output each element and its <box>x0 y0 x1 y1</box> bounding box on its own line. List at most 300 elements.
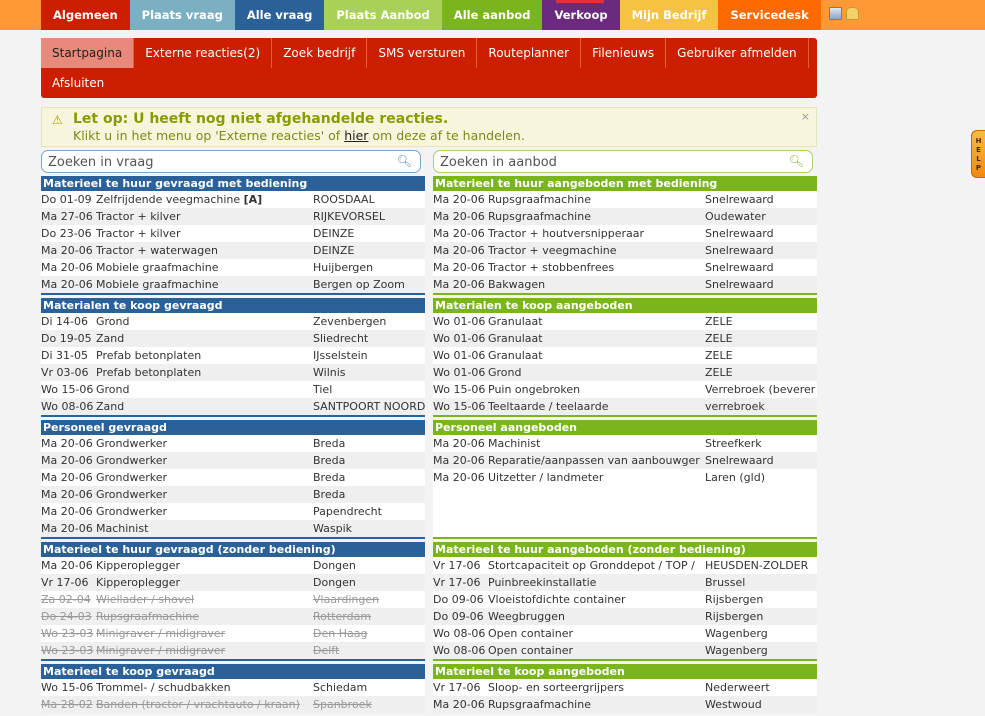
item-location: Snelrewaard <box>705 227 774 240</box>
item-location: Dongen <box>313 559 356 572</box>
item-description <box>96 347 313 364</box>
item-location: ZELE <box>705 315 733 328</box>
item-description <box>488 608 705 625</box>
item-location: Spanbroek <box>313 698 372 711</box>
item-date: Wo 01-06 <box>433 349 486 362</box>
submenu <box>41 38 817 98</box>
submenu-item-filenieuws[interactable]: Filenieuws <box>581 38 666 68</box>
section-materieel-te-koop-gevraagd <box>41 664 425 713</box>
item-location: Snelrewaard <box>705 193 774 206</box>
item-date: Wo 01-06 <box>433 315 486 328</box>
list-item[interactable] <box>433 469 817 486</box>
item-location: RIJKEVORSEL <box>313 210 385 223</box>
item-description <box>488 642 705 659</box>
alert-link-hier[interactable]: hier <box>344 128 369 143</box>
item-date: Vr 17-06 <box>41 576 89 589</box>
item-title: Kipperoplegger <box>96 559 181 572</box>
section-list <box>433 313 817 417</box>
item-title: Grond <box>96 383 130 396</box>
item-title: Teeltaarde / teelaarde <box>488 400 609 413</box>
list-item[interactable] <box>433 591 817 608</box>
list-item[interactable] <box>41 208 425 225</box>
item-date: Vr 17-06 <box>433 681 481 694</box>
submenu-item-routeplanner[interactable]: Routeplanner <box>477 38 581 68</box>
item-description <box>488 469 705 486</box>
section-materialen-te-koop-gevraagd <box>41 298 425 420</box>
item-description <box>96 625 313 642</box>
section-materieel-te-huur-aangeboden-met-bediening <box>433 176 817 298</box>
item-badge: [A] <box>243 193 263 206</box>
list-item[interactable] <box>433 608 817 625</box>
item-date: Do 23-06 <box>41 227 92 240</box>
vraag-column <box>41 176 425 713</box>
item-title: Minigraver / midigraver <box>96 644 226 657</box>
item-location: Streefkerk <box>705 437 762 450</box>
item-description <box>96 191 313 208</box>
item-description <box>96 486 313 503</box>
item-location: IJsselstein <box>313 349 368 362</box>
item-location: Rotterdam <box>313 610 372 623</box>
list-item[interactable] <box>433 330 817 347</box>
item-location: DEINZE <box>313 244 355 257</box>
list-item[interactable] <box>41 242 425 259</box>
item-description <box>96 608 313 625</box>
item-location: ZELE <box>705 332 733 345</box>
item-description <box>488 435 705 452</box>
item-description <box>96 452 313 469</box>
alert-banner <box>41 107 817 147</box>
item-location: Verrebroek (beverer <box>705 383 816 396</box>
item-location: Brussel <box>705 576 746 589</box>
tab-mijn-bedrijf[interactable]: Mijn Bedrijf <box>620 0 719 30</box>
item-title: Wiellader / shovel <box>96 593 195 606</box>
list-item[interactable] <box>433 625 817 642</box>
item-location: ROOSDAAL <box>313 193 375 206</box>
item-location: Rijsbergen <box>705 610 764 623</box>
item-description <box>96 381 313 398</box>
list-item[interactable] <box>433 276 817 293</box>
item-location: Vlaardingen <box>313 593 380 606</box>
list-item[interactable] <box>41 364 425 381</box>
list-item[interactable] <box>433 364 817 381</box>
item-title: Tractor + houtversnipperaar <box>488 227 644 240</box>
list-item[interactable] <box>41 330 425 347</box>
item-description <box>96 591 313 608</box>
section-personeel-aangeboden <box>433 420 817 542</box>
item-date: Do 09-06 <box>433 610 484 623</box>
list-item[interactable] <box>41 452 425 469</box>
item-title: Granulaat <box>488 332 543 345</box>
tab-verkoop[interactable]: Verkoop <box>542 0 619 30</box>
list-item[interactable] <box>433 574 817 591</box>
item-date: Ma 20-06 <box>433 210 485 223</box>
section-list <box>41 313 425 417</box>
aanbod-column <box>433 176 817 713</box>
item-date: Ma 20-06 <box>433 278 485 291</box>
item-date: Ma 20-06 <box>433 698 485 711</box>
item-date: Ma 27-06 <box>41 210 93 223</box>
item-title: Uitzetter / landmeter <box>488 471 604 484</box>
item-title: Rupsgraafmachine <box>488 193 591 206</box>
item-date: Wo 23-03 <box>41 644 94 657</box>
item-description <box>96 208 313 225</box>
tab-plaats-vraag[interactable]: Plaats vraag <box>130 0 235 30</box>
list-item[interactable] <box>41 398 425 415</box>
item-date: Ma 20-06 <box>41 471 93 484</box>
item-description <box>488 452 705 469</box>
list-item[interactable] <box>41 259 425 276</box>
item-title: Machinist <box>96 522 149 535</box>
list-item[interactable] <box>433 642 817 659</box>
search-aanbod-input[interactable] <box>440 153 780 171</box>
active-indicator <box>556 0 604 3</box>
item-title: Zand <box>96 400 125 413</box>
item-date: Vr 03-06 <box>41 366 89 379</box>
list-item[interactable] <box>433 313 817 330</box>
item-date: Ma 20-06 <box>41 488 93 501</box>
submenu-item-zoek-bedrijf[interactable]: Zoek bedrijf <box>272 38 367 68</box>
item-description <box>488 364 705 381</box>
item-location: Wagenberg <box>705 627 768 640</box>
list-item[interactable] <box>433 679 817 696</box>
item-title: Rupsgraafmachine <box>488 698 591 711</box>
tab-algemeen[interactable]: Algemeen <box>41 0 130 30</box>
item-location: Snelrewaard <box>705 244 774 257</box>
item-description <box>96 679 313 696</box>
item-description <box>96 313 313 330</box>
item-location: Breda <box>313 488 346 501</box>
item-date: Wo 15-06 <box>41 681 94 694</box>
item-description <box>488 347 705 364</box>
section-header[interactable]: Materialen te koop aangeboden <box>433 298 817 313</box>
search-icon[interactable]: 🔍︎ <box>788 154 804 168</box>
item-description <box>96 557 313 574</box>
item-date: Wo 01-06 <box>433 332 486 345</box>
item-description <box>96 330 313 347</box>
list-item[interactable] <box>433 381 817 398</box>
item-date: Ma 20-06 <box>433 437 485 450</box>
item-title: Minigraver / midigraver <box>96 627 226 640</box>
item-location: Westwoud <box>705 698 762 711</box>
item-title: Grondwerker <box>96 471 168 484</box>
item-title: Prefab betonplaten <box>96 366 202 379</box>
item-title: Tractor + kilver <box>96 227 181 240</box>
item-description <box>96 242 313 259</box>
list-item[interactable] <box>433 398 817 415</box>
section-header[interactable]: Materieel te koop aangeboden <box>433 664 817 679</box>
item-description <box>488 381 705 398</box>
item-description <box>488 276 705 293</box>
item-date: Do 01-09 <box>41 193 92 206</box>
item-date: Wo 01-06 <box>433 366 486 379</box>
section-materieel-te-koop-aangeboden <box>433 664 817 713</box>
item-title: Reparatie/aanpassen van aanbouwger <box>488 454 700 467</box>
item-date: Wo 15-06 <box>433 400 486 413</box>
item-description <box>96 398 313 415</box>
submenu-item-afsluiten[interactable]: Afsluiten <box>52 76 105 90</box>
section-list <box>41 435 425 539</box>
section-materieel-te-huur-gevraagd-met-bediening <box>41 176 425 298</box>
section-list <box>41 191 425 295</box>
section-header[interactable]: Materieel te huur gevraagd met bediening <box>41 176 425 191</box>
list-item[interactable] <box>433 347 817 364</box>
submenu-item-sms-versturen[interactable]: SMS versturen <box>367 38 477 68</box>
close-icon[interactable]: × <box>800 110 810 123</box>
list-item[interactable] <box>41 696 425 713</box>
help-label: HELP <box>975 137 982 172</box>
item-date: Ma 20-06 <box>41 437 93 450</box>
item-date: Ma 20-06 <box>41 505 93 518</box>
item-date: Wo 15-06 <box>433 383 486 396</box>
item-location: Delft <box>313 644 340 657</box>
item-location: Waspik <box>313 522 353 535</box>
submenu-item-startpagina[interactable]: Startpagina <box>41 38 134 68</box>
item-description <box>488 330 705 347</box>
item-description <box>96 225 313 242</box>
item-location: Breda <box>313 454 346 467</box>
section-header[interactable]: Materialen te koop gevraagd <box>41 298 425 313</box>
list-item[interactable] <box>41 191 425 208</box>
item-description <box>488 696 705 713</box>
search-aanbod-box <box>433 150 813 173</box>
search-icon[interactable]: 🔍︎ <box>396 154 412 168</box>
item-description <box>488 574 705 591</box>
list-item[interactable] <box>433 242 817 259</box>
item-date: Ma 20-06 <box>41 278 93 291</box>
section-list <box>433 679 817 713</box>
item-date: Ma 20-06 <box>433 261 485 274</box>
search-vraag-input[interactable] <box>48 153 388 171</box>
toolbar-icons <box>829 7 859 20</box>
item-date: Ma 20-06 <box>433 227 485 240</box>
list-item[interactable] <box>41 486 425 503</box>
item-date: Do 19-05 <box>41 332 92 345</box>
warning-icon: ⚠ <box>52 113 63 127</box>
list-item[interactable] <box>41 642 425 659</box>
item-description <box>488 191 705 208</box>
item-location: Sliedrecht <box>313 332 369 345</box>
item-description <box>488 625 705 642</box>
item-location: HEUSDEN-ZOLDER <box>705 559 809 572</box>
item-description <box>488 259 705 276</box>
list-item[interactable] <box>41 625 425 642</box>
list-item[interactable] <box>433 191 817 208</box>
item-title: Tractor + waterwagen <box>96 244 218 257</box>
list-item[interactable] <box>41 591 425 608</box>
item-date: Di 14-06 <box>41 315 88 328</box>
item-title: Puinbreekinstallatie <box>488 576 597 589</box>
item-date: Wo 15-06 <box>41 383 94 396</box>
main-tabs <box>41 0 821 30</box>
list-item[interactable] <box>41 435 425 452</box>
section-list <box>41 679 425 713</box>
item-title: Trommel- / schudbakken <box>96 681 231 694</box>
item-date: Ma 20-06 <box>433 454 485 467</box>
submenu-item-externe-reacties-2[interactable]: Externe reacties(2) <box>134 38 272 68</box>
item-location: Snelrewaard <box>705 454 774 467</box>
item-description <box>96 435 313 452</box>
item-title: Banden (tractor / vrachtauto / kraan) <box>96 698 300 711</box>
item-location: Zevenbergen <box>313 315 387 328</box>
item-description <box>488 398 705 415</box>
item-title: Open container <box>488 644 573 657</box>
item-date: Ma 20-06 <box>433 193 485 206</box>
item-date: Do 09-06 <box>433 593 484 606</box>
item-location: Snelrewaard <box>705 278 774 291</box>
section-header[interactable]: Materieel te huur gevraagd (zonder bediening) <box>41 542 425 557</box>
list-item[interactable] <box>433 259 817 276</box>
top-navigation-bar <box>0 0 985 30</box>
item-date: Wo 23-03 <box>41 627 94 640</box>
item-date: Ma 20-06 <box>41 454 93 467</box>
section-list <box>41 557 425 661</box>
tab-alle-vraag[interactable]: Alle vraag <box>235 0 325 30</box>
item-location: Dongen <box>313 576 356 589</box>
item-description <box>488 679 705 696</box>
item-date: Ma 20-06 <box>41 244 93 257</box>
list-item[interactable] <box>433 435 817 452</box>
item-location: Schiedam <box>313 681 368 694</box>
item-description <box>96 520 313 537</box>
list-item[interactable] <box>433 557 817 574</box>
item-location: Breda <box>313 471 346 484</box>
item-title: Sloop- en sorteergrijpers <box>488 681 624 694</box>
list-item[interactable] <box>41 520 425 537</box>
item-date: Ma 20-06 <box>433 244 485 257</box>
list-item[interactable] <box>41 347 425 364</box>
item-location: SANTPOORT NOORD <box>313 400 425 413</box>
item-location: Wilnis <box>313 366 346 379</box>
item-description <box>96 276 313 293</box>
list-item[interactable] <box>41 503 425 520</box>
alert-title: Let op: U heeft nog niet afgehandelde reacties. <box>73 111 449 127</box>
tab-alle-aanbod[interactable]: Alle aanbod <box>442 0 543 30</box>
item-title: Tractor + veegmachine <box>488 244 617 257</box>
item-date: Ma 20-06 <box>41 559 93 572</box>
item-description <box>96 259 313 276</box>
item-date: Wo 08-06 <box>41 400 94 413</box>
item-date: Ma 20-06 <box>41 522 93 535</box>
item-description <box>488 242 705 259</box>
section-materieel-te-huur-gevraagd-zonder-bediening <box>41 542 425 664</box>
section-list <box>433 435 817 539</box>
item-description <box>488 557 705 574</box>
section-list <box>433 191 817 295</box>
item-date: Ma 20-06 <box>41 261 93 274</box>
item-location: Rijsbergen <box>705 593 764 606</box>
item-title: Mobiele graafmachine <box>96 261 219 274</box>
item-title: Kipperoplegger <box>96 576 181 589</box>
help-tab[interactable] <box>971 130 985 178</box>
item-location: Breda <box>313 437 346 450</box>
item-description <box>96 574 313 591</box>
item-date: Za 02-04 <box>41 593 91 606</box>
section-list <box>433 557 817 661</box>
item-title: Prefab betonplaten <box>96 349 202 362</box>
item-title: Puin ongebroken <box>488 383 581 396</box>
item-location: Papendrecht <box>313 505 382 518</box>
section-materieel-te-huur-aangeboden-zonder-bediening <box>433 542 817 664</box>
lock-icon[interactable] <box>846 7 859 20</box>
item-description <box>96 364 313 381</box>
item-title: Grond <box>96 315 130 328</box>
item-title: Granulaat <box>488 349 543 362</box>
list-item[interactable] <box>41 276 425 293</box>
item-date: Wo 08-06 <box>433 627 486 640</box>
item-location: DEINZE <box>313 227 355 240</box>
item-title: Grond <box>488 366 522 379</box>
item-date: Vr 17-06 <box>433 559 481 572</box>
item-location: Oudewater <box>705 210 766 223</box>
list-item[interactable] <box>433 208 817 225</box>
submenu-item-gebruiker-afmelden[interactable]: Gebruiker afmelden <box>666 38 808 68</box>
item-title: Open container <box>488 627 573 640</box>
list-item[interactable] <box>41 574 425 591</box>
list-item[interactable] <box>433 452 817 469</box>
item-title: Weegbruggen <box>488 610 565 623</box>
tab-servicedesk[interactable]: Servicedesk <box>718 0 820 30</box>
item-title: Rupsgraafmachine <box>96 610 199 623</box>
item-date: Di 31-05 <box>41 349 88 362</box>
list-item[interactable] <box>433 225 817 242</box>
item-title: Vloeistofdichte container <box>488 593 626 606</box>
item-location: Huijbergen <box>313 261 374 274</box>
item-description <box>96 469 313 486</box>
item-location: Wagenberg <box>705 644 768 657</box>
list-item[interactable] <box>41 313 425 330</box>
item-title: Zand <box>96 332 125 345</box>
item-title: Grondwerker <box>96 454 168 467</box>
list-item[interactable] <box>41 381 425 398</box>
item-description <box>488 225 705 242</box>
alert-message <box>73 128 525 143</box>
list-item[interactable] <box>41 608 425 625</box>
item-date: Do 24-03 <box>41 610 92 623</box>
list-item[interactable] <box>41 557 425 574</box>
list-item[interactable] <box>41 469 425 486</box>
list-item[interactable] <box>433 696 817 713</box>
item-title: Grondwerker <box>96 505 168 518</box>
section-header[interactable]: Materieel te koop gevraagd <box>41 664 425 679</box>
item-location: Den Haag <box>313 627 368 640</box>
section-header[interactable]: Personeel aangeboden <box>433 420 817 435</box>
item-date: Vr 17-06 <box>433 576 481 589</box>
item-title: Grondwerker <box>96 488 168 501</box>
section-header[interactable]: Materieel te huur aangeboden met bediening <box>433 176 817 191</box>
item-title: Rupsgraafmachine <box>488 210 591 223</box>
item-description <box>96 642 313 659</box>
item-location: Tiel <box>313 383 333 396</box>
list-item[interactable] <box>41 225 425 242</box>
item-title: Grondwerker <box>96 437 168 450</box>
section-header[interactable]: Personeel gevraagd <box>41 420 425 435</box>
alert-text-before: Klikt u in het menu op 'Externe reacties' of <box>73 128 345 143</box>
section-materialen-te-koop-aangeboden <box>433 298 817 420</box>
item-title: Bakwagen <box>488 278 546 291</box>
list-item[interactable] <box>41 679 425 696</box>
item-date: Ma 20-06 <box>433 471 485 484</box>
item-location: Bergen op Zoom <box>313 278 405 291</box>
section-header[interactable]: Materieel te huur aangeboden (zonder bediening) <box>433 542 817 557</box>
tab-plaats-aanbod[interactable]: Plaats Aanbod <box>324 0 441 30</box>
item-title: Stortcapaciteit op Gronddepot / TOP / <box>488 559 695 572</box>
item-description <box>488 313 705 330</box>
screen-icon[interactable] <box>829 7 842 20</box>
item-description <box>488 208 705 225</box>
item-location: verrebroek <box>705 400 765 413</box>
item-title: Zelfrijdende veegmachine <box>96 193 241 206</box>
item-description <box>488 591 705 608</box>
